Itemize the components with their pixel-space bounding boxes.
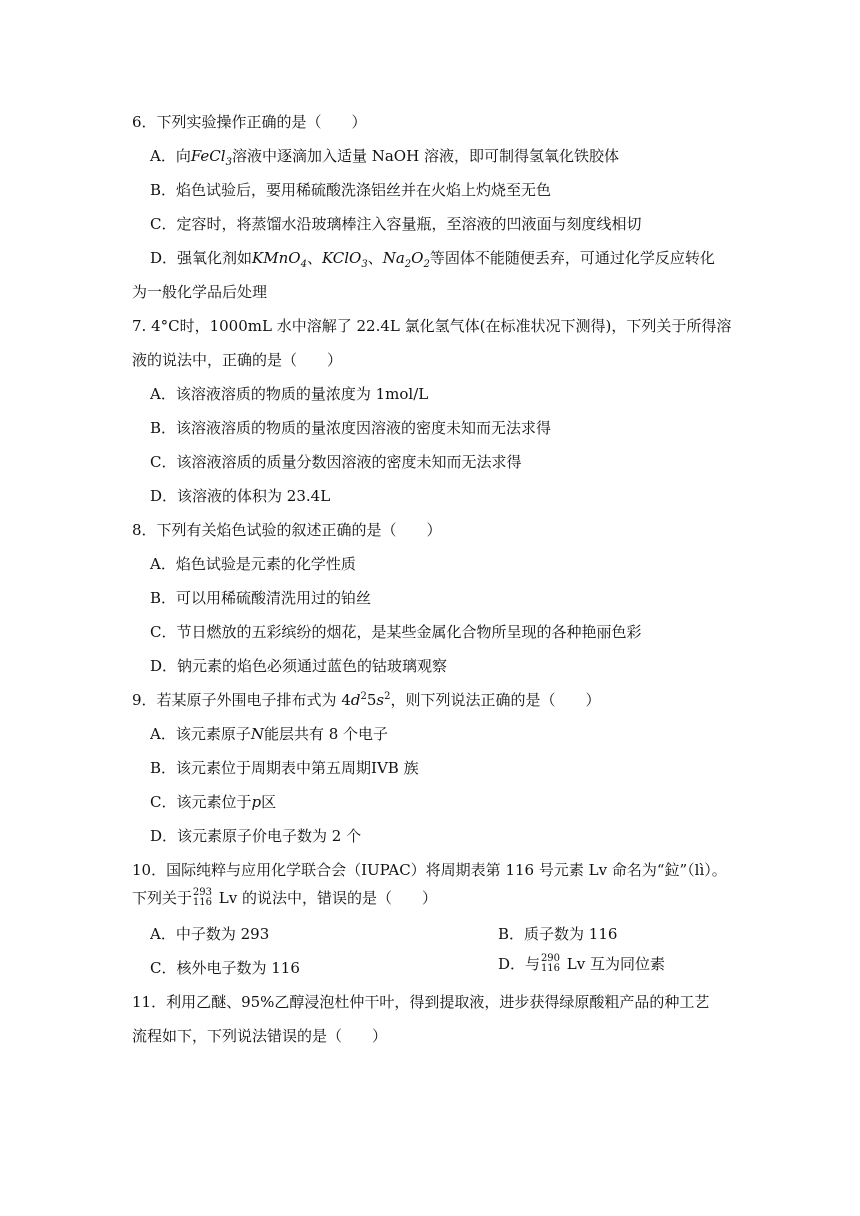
question-9-option-b: B．该元素位于周期表中第五周期IVB 族 bbox=[150, 759, 419, 777]
question-6-option-b: B．焰色试验后，要用稀硫酸洗涤铝丝并在火焰上灼烧至无色 bbox=[150, 181, 552, 199]
question-7-option-d: D．该溶液的体积为 23.4L bbox=[150, 487, 331, 505]
question-9-option-c: C．该元素位于p区 bbox=[150, 793, 277, 811]
question-11-stem-continued: 流程如下，下列说法错误的是（ ） bbox=[132, 1027, 388, 1045]
question-9-option-d: D．该元素原子价电子数为 2 个 bbox=[150, 827, 362, 845]
question-7-stem: 7. 4°C时，1000mL 水中溶解了 22.4L 氯化氢气体(在标准状况下测得)，下列关于所得溶 bbox=[132, 317, 732, 335]
question-10-option-c: C．核外电子数为 116 bbox=[150, 959, 300, 977]
question-11-stem: 11．利用乙醚、95%乙醇浸泡杜仲干叶，得到提取液，进步获得绿原酸粗产品的种工艺 bbox=[132, 993, 710, 1011]
question-10-stem-continued: 下列关于 293 116 Lv 的说法中，错误的是（ ） bbox=[132, 887, 437, 908]
question-8-option-a: A．焰色试验是元素的化学性质 bbox=[150, 555, 356, 573]
question-6-option-d-continued: 为一般化学品后处理 bbox=[132, 283, 268, 301]
question-6-stem: 6．下列实验操作正确的是（ ） bbox=[132, 113, 367, 131]
question-6-option-a: A．向FeCl$_3$溶液中逐滴加入适量 NaOH 溶液，即可制得氢氧化铁胶体 bbox=[150, 147, 619, 168]
question-8-option-c: C．节日燃放的五彩缤纷的烟花，是某些金属化合物所呈现的各种艳丽色彩 bbox=[150, 623, 642, 641]
question-7-option-a: A．该溶液溶质的物质的量浓度为 1mol/L bbox=[150, 385, 429, 403]
question-10-stem: 10．国际纯粹与应用化学联合会（IUPAC）将周期表第 116 号元素 Lv 命名为“鉝”（lì）。 bbox=[132, 861, 727, 879]
isotope-notation: 290 116 bbox=[540, 953, 561, 974]
question-7-stem-continued: 液的说法中，正确的是（ ） bbox=[132, 351, 343, 369]
question-6-option-d: D．强氧化剂如KMnO$_4$、KClO$_3$、$Na_2O_2$等固体不能随便丢弃，可通过化学反应转化 bbox=[150, 249, 715, 270]
question-9-option-a: A．该元素原子N能层共有 8 个电子 bbox=[150, 725, 389, 743]
question-10-option-a: A．中子数为 293 bbox=[150, 925, 270, 943]
question-7-option-c: C．该溶液溶质的质量分数因溶液的密度未知而无法求得 bbox=[150, 453, 522, 471]
question-10-option-b: B．质子数为 116 bbox=[498, 925, 618, 943]
isotope-notation: 293 116 bbox=[192, 887, 213, 908]
question-8-stem: 8．下列有关焰色试验的叙述正确的是（ ） bbox=[132, 521, 442, 539]
question-8-option-b: B．可以用稀硫酸清洗用过的铂丝 bbox=[150, 589, 372, 607]
question-8-option-d: D．钠元素的焰色必须通过蓝色的钴玻璃观察 bbox=[150, 657, 448, 675]
question-9-stem: 9．若某原子外围电子排布式为 $4d^25s^2$，则下列说法正确的是（ ） bbox=[132, 691, 601, 709]
question-6-option-c: C．定容时，将蒸馏水沿玻璃棒注入容量瓶，至溶液的凹液面与刻度线相切 bbox=[150, 215, 642, 233]
question-10-option-d: D．与 290 116 Lv 互为同位素 bbox=[498, 953, 666, 974]
question-7-option-b: B．该溶液溶质的物质的量浓度因溶液的密度未知而无法求得 bbox=[150, 419, 552, 437]
